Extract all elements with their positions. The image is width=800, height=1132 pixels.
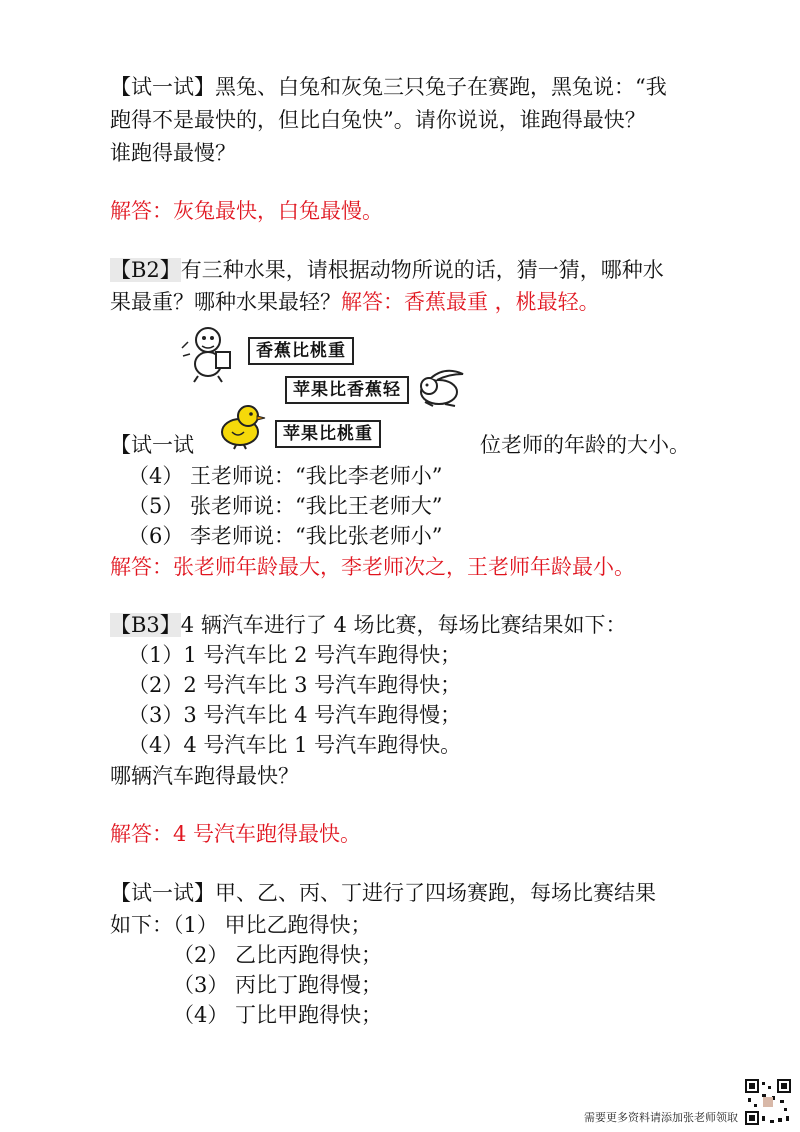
exercise-2-line-1: 位老师的年龄的大小。 (480, 433, 690, 457)
bubble-banana-heavier-than-peach: 香蕉比桃重 (248, 337, 354, 365)
b2-text: 有三种水果，请根据动物所说的话，猜一猜，哪种水 (180, 258, 664, 282)
bubble-apple-heavier-than-peach: 苹果比桃重 (275, 420, 381, 448)
exercise-tag: 【试一试】 (110, 881, 215, 905)
b3-item: （2）2 号汽车比 3 号汽车跑得快； (128, 673, 462, 697)
b3-answer: 解答：4 号汽车跑得最快。 (110, 822, 362, 846)
exercise-text: 甲、乙、丙、丁进行了四场赛跑，每场比赛结果 (215, 881, 656, 905)
exercise-1-line-3: 谁跑得最慢？ (110, 141, 236, 165)
exercise-tag: 【试一试】 (110, 75, 215, 99)
b2-question: 果最重？哪种水果最轻？ (110, 290, 341, 314)
exercise-3-item: （3） 丙比丁跑得慢； (173, 973, 383, 997)
exercise-text: 黑兔、白兔和灰兔三只兔子在赛跑，黑兔说：“我 (215, 75, 667, 99)
qr-code-icon (744, 1078, 792, 1126)
bubble-apple-lighter-than-banana: 苹果比香蕉轻 (285, 376, 409, 404)
exercise-2-item: （6） 李老师说：“我比张老师小” (128, 524, 443, 548)
b3-tag: 【B3】 (110, 613, 181, 637)
exercise-2-tag: 【试一试 (110, 433, 194, 457)
monkey-illustration (180, 322, 240, 384)
exercise-3-item: （4） 丁比甲跑得快； (173, 1003, 383, 1027)
b2-tag: 【B2】 (110, 258, 181, 282)
exercise-1-line-2: 跑得不是最快的，但比白兔快”。请你说说，谁跑得最快？ (110, 108, 646, 132)
b2-answer: 解答：香蕉最重 ，桃最轻。 (341, 290, 600, 314)
chick-illustration (212, 402, 270, 450)
footer-contact-text: 需要更多资料请添加张老师领取 (584, 1111, 738, 1124)
exercise-2-item: （5） 张老师说：“我比王老师大” (128, 494, 443, 518)
exercise-2-answer: 解答：张老师年龄最大，李老师次之，王老师年龄最小。 (110, 555, 635, 579)
b3-question: 哪辆汽车跑得最快？ (110, 764, 299, 788)
exercise-1-answer: 解答：灰兔最快，白兔最慢。 (110, 199, 383, 223)
b3-item: （3）3 号汽车比 4 号汽车跑得慢； (128, 703, 462, 727)
exercise-3-item: （1） 甲比乙跑得快； (173, 913, 372, 937)
b3-item: （1）1 号汽车比 2 号汽车跑得快； (128, 643, 462, 667)
exercise-2-item: （4） 王老师说：“我比李老师小” (128, 464, 443, 488)
b3-text: 4 辆汽车进行了 4 场比赛，每场比赛结果如下： (180, 613, 627, 637)
exercise-3-line-1 (110, 879, 656, 907)
b3-item: （4）4 号汽车比 1 号汽车跑得快。 (128, 733, 462, 757)
b2-line-1 (110, 256, 664, 284)
exercise-3-item: （2） 乙比丙跑得快； (173, 943, 383, 967)
exercise-3-prefix: 如下： (110, 913, 173, 937)
b3-line-1 (110, 611, 627, 639)
b2-line-2 (110, 288, 600, 316)
rabbit-illustration (415, 366, 471, 410)
exercise-1-line-1 (110, 73, 667, 101)
exercise-3-line-2 (110, 911, 372, 939)
